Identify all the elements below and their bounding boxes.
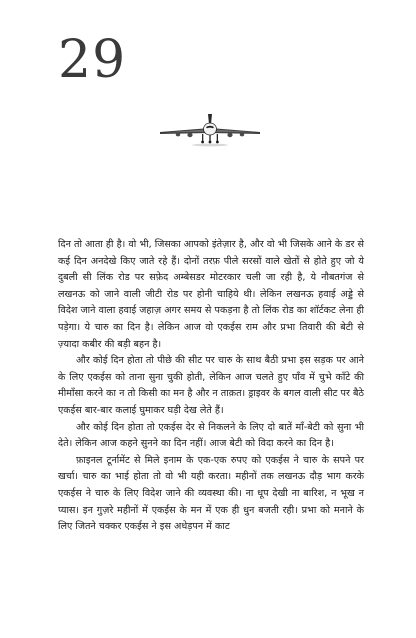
airplane-illustration [158,112,262,148]
paragraph: फ़ाइनल टूर्नामेंट से मिले इनाम के एक-एक रुपए को एकईस ने चारु के सपने पर खर्चा। चारु का भाई होता तो वो भी यही करता। महीनों तक लखनऊ दौड़ भाग करके एकईस ने चारु के लिए विदेश जाने की व्यवस्था की। ना धूप देखी ना बारिश, न भूख न प्यास। इन गुज़रे महीनों में एकईस के मन में एक ही धुन बजती रही। प्रभा को मनाने के लिए जितने चक्कर एकईस ने इस अधेड़पन में काट [58,454,364,533]
airplane-icon [158,112,262,148]
chapter-body [58,237,364,536]
chapter-number: 29 [58,30,127,90]
paragraph: और कोई दिन होता तो एकईस देर से निकलने के लिए दो बातें माँ-बेटी को सुना भी देते। लेकिन आज कहने सुनने का दिन नहीं। आज बेटी को विदा करने का दिन है। [58,421,364,450]
paragraph: और कोई दिन होता तो पीछे की सीट पर चारु के साथ बैठी प्रभा इस सड़क पर आने के लिए एकईस को ताना सुना चुकी होती, लेकिन आज चलते हुए पाँव में चुभे काँटे की मीमाँसा करने का न तो किसी का मन है और न ताक़त। ड्राइवर के बगल वाली सीट पर बैठे एकईस बार-बार कलाई घुमाकर घड़ी देख लेते हैं। [58,355,364,416]
paragraph: दिन तो आता ही है। वो भी, जिसका आपको इंतेज़ार है, और वो भी जिसके आने के डर से कई दिन अनदेखे किए जाते रहे हैं। दोनों तरफ़ पीले सरसों वाले खेतों से होते हुए जो ये दुबली सी लिंक रोड पर सफ़ेद अम्बेसडर मोटरकार चली जा रही है, ये नौबतगंज से लखनऊ को जाने वाली जीटी रोड पर होनी चाहिये थी। लेकिन लखनऊ हवाई अड्डे से विदेश जाने वाला हवाई जहाज़ अगर समय से पकड़ना है तो लिंक रोड का शॉर्टकट लेना ही पड़ेगा। ये चारु का दिन है। लेकिन आज वो एकईस राम और प्रभा तिवारी की बेटी से ज़्यादा कबीर की बड़ी बहन है। [58,239,364,350]
